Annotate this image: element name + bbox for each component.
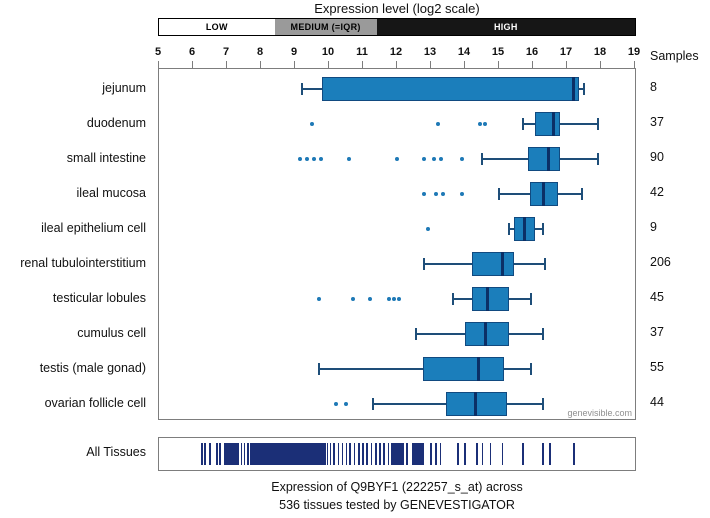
whisker-cap-low bbox=[522, 118, 524, 130]
whisker-cap-low bbox=[498, 188, 500, 200]
barcode-line bbox=[333, 443, 335, 465]
median-line bbox=[523, 217, 526, 241]
tissue-label: ileal epithelium cell bbox=[41, 221, 146, 235]
barcode-block bbox=[224, 443, 240, 465]
outlier-dot bbox=[426, 227, 430, 231]
axis-tick-mark bbox=[294, 61, 295, 68]
barcode-line bbox=[522, 443, 524, 465]
samples-count: 206 bbox=[650, 255, 671, 269]
median-line bbox=[542, 182, 545, 206]
chart-title: Expression level (log2 scale) bbox=[314, 1, 480, 16]
median-line bbox=[572, 77, 575, 101]
barcode-line bbox=[358, 443, 360, 465]
iqr-box bbox=[472, 287, 509, 311]
barcode-line bbox=[573, 443, 575, 465]
axis-tick-mark bbox=[396, 61, 397, 68]
axis-tick-label: 13 bbox=[423, 46, 437, 58]
axis-tick-mark bbox=[328, 61, 329, 68]
barcode-line bbox=[542, 443, 544, 465]
axis-tick-mark bbox=[498, 61, 499, 68]
barcode-line bbox=[430, 443, 432, 465]
barcode-line bbox=[330, 443, 332, 465]
outlier-dot bbox=[392, 297, 396, 301]
barcode-line bbox=[379, 443, 381, 465]
whisker-cap-low bbox=[372, 398, 374, 410]
axis-tick-label: 12 bbox=[389, 46, 403, 58]
tissue-label: testicular lobules bbox=[52, 291, 146, 305]
barcode-line bbox=[549, 443, 551, 465]
outlier-dot bbox=[344, 402, 348, 406]
axis-tick-mark bbox=[158, 61, 159, 68]
outlier-dot bbox=[422, 157, 426, 161]
whisker-cap-high bbox=[542, 223, 544, 235]
axis-tick-label: 8 bbox=[256, 46, 264, 58]
legend-segment-high bbox=[377, 19, 635, 35]
tissue-label: ovarian follicle cell bbox=[44, 396, 146, 410]
whisker-cap-high bbox=[542, 328, 544, 340]
whisker-cap-low bbox=[318, 363, 320, 375]
axis-tick-mark bbox=[464, 61, 465, 68]
axis-tick-label: 9 bbox=[290, 46, 298, 58]
barcode-line bbox=[440, 443, 442, 465]
barcode-line bbox=[342, 443, 344, 465]
outlier-dot bbox=[351, 297, 355, 301]
barcode-line bbox=[354, 443, 356, 465]
whisker-cap-high bbox=[530, 293, 532, 305]
samples-count: 37 bbox=[650, 325, 664, 339]
whisker-cap-low bbox=[301, 83, 303, 95]
samples-count: 55 bbox=[650, 360, 664, 374]
barcode-line bbox=[490, 443, 492, 465]
whisker-cap-low bbox=[415, 328, 417, 340]
samples-count: 8 bbox=[650, 80, 657, 94]
whisker-cap-high bbox=[597, 153, 599, 165]
tissue-label: duodenum bbox=[86, 116, 146, 130]
outlier-dot bbox=[434, 192, 438, 196]
legend-high-label: HIGH bbox=[493, 22, 518, 32]
outlier-dot bbox=[395, 157, 399, 161]
outlier-dot bbox=[483, 122, 487, 126]
median-line bbox=[486, 287, 489, 311]
legend-medium-label: MEDIUM (=IQR) bbox=[290, 22, 361, 32]
iqr-box bbox=[423, 357, 505, 381]
iqr-box bbox=[528, 147, 560, 171]
barcode-line bbox=[201, 443, 203, 465]
axis-tick-label: 5 bbox=[154, 46, 162, 58]
tissue-label: renal tubulointerstitium bbox=[20, 256, 146, 270]
samples-column-header: Samples bbox=[650, 49, 699, 63]
iqr-box bbox=[322, 77, 579, 101]
barcode-line bbox=[502, 443, 504, 465]
barcode-line bbox=[247, 443, 249, 465]
samples-count: 9 bbox=[650, 220, 657, 234]
axis-tick-label: 10 bbox=[321, 46, 335, 58]
barcode-line bbox=[464, 443, 466, 465]
caption-line-1: Expression of Q9BYF1 (222257_s_at) across bbox=[271, 480, 523, 494]
samples-count: 44 bbox=[650, 395, 664, 409]
barcode-line bbox=[338, 443, 340, 465]
axis-tick-mark bbox=[532, 61, 533, 68]
axis-tick-mark bbox=[566, 61, 567, 68]
barcode-line bbox=[204, 443, 206, 465]
barcode-line bbox=[241, 443, 243, 465]
outlier-dot bbox=[478, 122, 482, 126]
tissue-label: testis (male gonad) bbox=[39, 361, 146, 375]
axis-tick-label: 7 bbox=[222, 46, 230, 58]
caption-line-2: 536 tissues tested by GENEVESTIGATOR bbox=[279, 498, 515, 512]
tissue-label: cumulus cell bbox=[77, 326, 146, 340]
median-line bbox=[501, 252, 504, 276]
expression-level-legend-bar bbox=[158, 18, 636, 36]
axis-tick-mark bbox=[430, 61, 431, 68]
barcode-line bbox=[383, 443, 385, 465]
outlier-dot bbox=[305, 157, 309, 161]
barcode-line bbox=[349, 443, 351, 465]
barcode-line bbox=[362, 443, 364, 465]
legend-segment-low bbox=[159, 19, 275, 35]
iqr-box bbox=[535, 112, 561, 136]
barcode-block bbox=[252, 443, 326, 465]
barcode-line bbox=[327, 443, 329, 465]
outlier-dot bbox=[347, 157, 351, 161]
whisker-cap-low bbox=[508, 223, 510, 235]
axis-tick-label: 18 bbox=[593, 46, 607, 58]
barcode-line bbox=[457, 443, 459, 465]
barcode-line bbox=[482, 443, 484, 465]
samples-count: 90 bbox=[650, 150, 664, 164]
iqr-box bbox=[465, 322, 509, 346]
samples-count: 45 bbox=[650, 290, 664, 304]
legend-low-label: LOW bbox=[205, 22, 228, 32]
whisker-cap-low bbox=[481, 153, 483, 165]
outlier-dot bbox=[368, 297, 372, 301]
barcode-line bbox=[346, 443, 348, 465]
barcode-line bbox=[375, 443, 377, 465]
barcode-block bbox=[412, 443, 424, 465]
barcode-line bbox=[371, 443, 373, 465]
barcode-line bbox=[244, 443, 246, 465]
whisker-cap-high bbox=[530, 363, 532, 375]
barcode-line bbox=[391, 443, 393, 465]
all-tissues-label: All Tissues bbox=[86, 445, 146, 459]
axis-tick-label: 17 bbox=[559, 46, 573, 58]
tissue-label: jejunum bbox=[102, 81, 146, 95]
whisker-cap-high bbox=[542, 398, 544, 410]
axis-tick-mark bbox=[226, 61, 227, 68]
barcode-line bbox=[216, 443, 218, 465]
barcode-line bbox=[366, 443, 368, 465]
barcode-line bbox=[406, 443, 408, 465]
outlier-dot bbox=[387, 297, 391, 301]
whisker-cap-high bbox=[581, 188, 583, 200]
outlier-dot bbox=[460, 157, 464, 161]
outlier-dot bbox=[298, 157, 302, 161]
whisker-cap-low bbox=[452, 293, 454, 305]
outlier-dot bbox=[312, 157, 316, 161]
tissue-label: small intestine bbox=[66, 151, 146, 165]
outlier-dot bbox=[317, 297, 321, 301]
outlier-dot bbox=[319, 157, 323, 161]
median-line bbox=[484, 322, 487, 346]
tissue-label: ileal mucosa bbox=[76, 186, 146, 200]
median-line bbox=[552, 112, 555, 136]
axis-tick-mark bbox=[192, 61, 193, 68]
median-line bbox=[547, 147, 550, 171]
barcode-line bbox=[219, 443, 221, 465]
watermark: genevisible.com bbox=[567, 408, 632, 418]
outlier-dot bbox=[334, 402, 338, 406]
axis-tick-mark bbox=[634, 61, 635, 68]
outlier-dot bbox=[460, 192, 464, 196]
outlier-dot bbox=[441, 192, 445, 196]
outlier-dot bbox=[439, 157, 443, 161]
all-tissues-strip bbox=[158, 437, 636, 471]
axis-tick-label: 19 bbox=[627, 46, 641, 58]
legend-segment-medium bbox=[275, 19, 377, 35]
barcode-line bbox=[476, 443, 478, 465]
median-line bbox=[474, 392, 477, 416]
axis-tick-label: 6 bbox=[188, 46, 196, 58]
axis-tick-mark bbox=[600, 61, 601, 68]
whisker-cap-high bbox=[583, 83, 585, 95]
barcode-line bbox=[209, 443, 211, 465]
median-line bbox=[477, 357, 480, 381]
whisker-cap-high bbox=[597, 118, 599, 130]
outlier-dot bbox=[310, 122, 314, 126]
barcode-line bbox=[435, 443, 437, 465]
axis-tick-label: 11 bbox=[356, 46, 368, 58]
outlier-dot bbox=[422, 192, 426, 196]
axis-tick-label: 15 bbox=[491, 46, 505, 58]
axis-tick-label: 14 bbox=[457, 46, 471, 58]
samples-count: 37 bbox=[650, 115, 664, 129]
whisker-cap-low bbox=[423, 258, 425, 270]
outlier-dot bbox=[432, 157, 436, 161]
plot-area bbox=[158, 68, 636, 420]
barcode-block bbox=[393, 443, 405, 465]
axis-tick-label: 16 bbox=[525, 46, 539, 58]
barcode-line bbox=[250, 443, 252, 465]
barcode-line bbox=[388, 443, 390, 465]
whisker-cap-high bbox=[544, 258, 546, 270]
axis-tick-mark bbox=[260, 61, 261, 68]
iqr-box bbox=[446, 392, 507, 416]
iqr-box bbox=[472, 252, 515, 276]
axis-tick-mark bbox=[362, 61, 363, 68]
outlier-dot bbox=[436, 122, 440, 126]
samples-count: 42 bbox=[650, 185, 664, 199]
outlier-dot bbox=[397, 297, 401, 301]
